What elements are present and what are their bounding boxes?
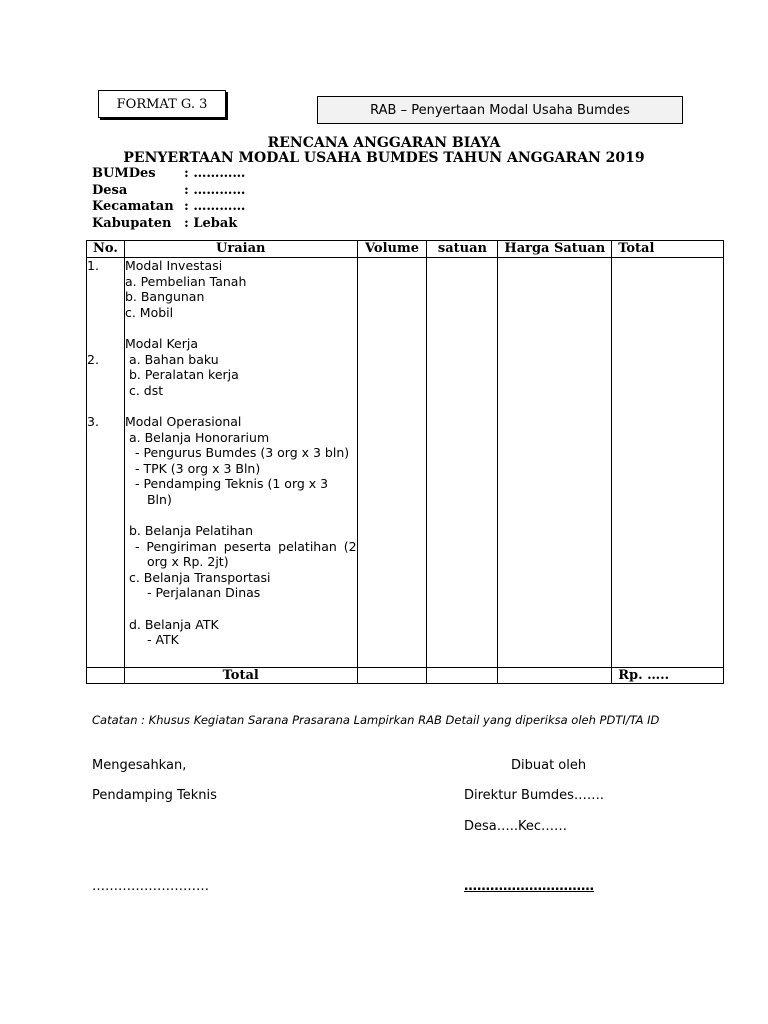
col-header-total: Total — [612, 241, 724, 258]
identity-fields — [92, 166, 245, 232]
total-value: Rp. ….. — [612, 668, 724, 684]
list-item: a. Pembelian Tanah — [124, 273, 247, 289]
total-row — [87, 668, 724, 684]
satuan-cell — [427, 258, 498, 668]
col-header-no: No. — [87, 241, 125, 258]
list-item: d. Belanja ATK — [128, 616, 219, 632]
format-label-box — [98, 90, 226, 118]
approver-name-line: ……………………… — [92, 879, 209, 894]
field-label: Desa — [92, 182, 128, 198]
uraian-column — [124, 258, 357, 668]
field-desa — [92, 183, 245, 200]
approval-label: Mengesahkan, — [92, 758, 187, 773]
preparer-role: Direktur Bumdes……. — [464, 788, 604, 803]
budget-table — [86, 240, 724, 684]
field-kecamatan — [92, 199, 245, 216]
sub-list-item: - TPK (3 org x 3 Bln) — [134, 460, 261, 476]
list-item: c. dst — [128, 382, 164, 398]
list-item: b. Peralatan kerja — [128, 367, 239, 383]
field-bumdes — [92, 166, 245, 183]
rab-label-box — [317, 96, 683, 124]
document-title: RENCANA ANGGARAN BIAYA — [267, 135, 501, 151]
total-row-volume — [357, 668, 427, 684]
section-title: Modal Operasional — [124, 413, 242, 429]
total-row-satuan — [427, 668, 498, 684]
col-header-uraian: Uraian — [124, 241, 357, 258]
total-row-harga — [498, 668, 612, 684]
sub-list-item: - Perjalanan Dinas — [146, 585, 261, 601]
rab-label: RAB – Penyertaan Modal Usaha Bumdes — [370, 102, 630, 118]
sub-list-item: - Pendamping Teknis (1 org x 3 Bln) — [134, 476, 329, 507]
total-row-no — [87, 668, 125, 684]
sub-list-item: - Pengiriman peserta pelatihan (2 org x Rp. 2jt) — [134, 538, 357, 570]
col-header-harga-satuan: Harga Satuan — [498, 241, 612, 258]
sub-list-item: - Pengurus Bumdes (3 org x 3 bln) — [134, 445, 350, 461]
prepared-by-label: Dibuat oleh — [511, 758, 587, 773]
field-label: Kabupaten — [92, 215, 172, 231]
list-item: c. Belanja Transportasi — [128, 569, 271, 585]
section-title: Modal Kerja — [124, 335, 198, 351]
table-body-row — [87, 258, 724, 668]
list-item: c. Mobil — [124, 304, 174, 320]
row-number: 3. — [87, 413, 99, 429]
document-subtitle: PENYERTAAN MODAL USAHA BUMDES TAHUN ANGGARAN 2019 — [123, 150, 645, 166]
field-value: : ………… — [184, 199, 246, 214]
preparer-location: Desa…..Kec…… — [464, 819, 568, 834]
approver-role: Pendamping Teknis — [92, 788, 217, 803]
col-header-satuan: satuan — [427, 241, 498, 258]
row-number: 1. — [87, 258, 99, 273]
note-text: Catatan : Khusus Kegiatan Sarana Prasarana Lampirkan RAB Detail yang diperiksa oleh PDTI/TA ID — [92, 713, 660, 727]
section-title: Modal Investasi — [124, 258, 223, 273]
table-header-row — [87, 241, 724, 258]
sub-list-item: - ATK — [146, 632, 179, 648]
format-label: FORMAT G. 3 — [116, 96, 208, 112]
col-header-volume: Volume — [357, 241, 427, 258]
field-value: : ………… — [184, 166, 246, 181]
field-value: : Lebak — [184, 215, 238, 231]
field-value: : ………… — [184, 182, 246, 198]
list-item: b. Belanja Pelatihan — [128, 523, 254, 539]
no-column — [87, 258, 125, 668]
preparer-name-line: ………………………… — [464, 879, 594, 894]
list-item: a. Bahan baku — [128, 351, 219, 367]
field-label: Kecamatan — [92, 199, 174, 214]
list-item: b. Bangunan — [124, 289, 205, 305]
total-cell — [612, 258, 724, 668]
list-item: a. Belanja Honorarium — [128, 429, 270, 445]
field-kabupaten — [92, 216, 245, 233]
harga-satuan-cell — [498, 258, 612, 668]
volume-cell — [357, 258, 427, 668]
row-number: 2. — [87, 351, 99, 367]
total-label: Total — [124, 668, 357, 684]
field-label: BUMDes — [92, 166, 156, 181]
